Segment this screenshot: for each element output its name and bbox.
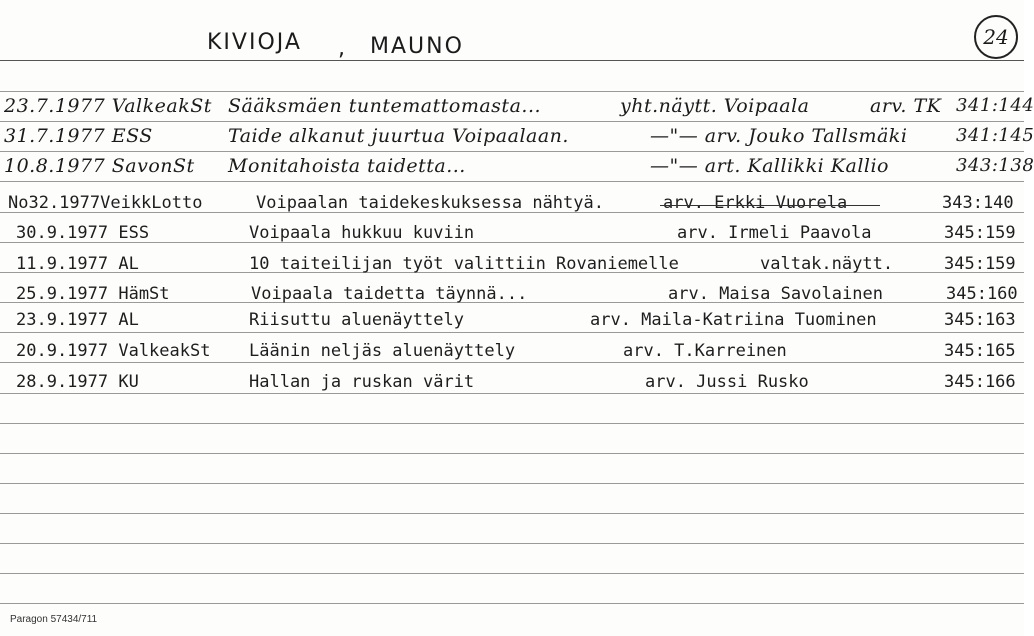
typed-row-date-source: 25.9.1977 HämSt (16, 284, 170, 304)
hw-row-reviewer: yht.näytt. Voipaala (620, 95, 810, 117)
typed-row-reviewer: arv. Maisa Savolainen (668, 284, 883, 304)
hw-row-role: arv. TK (870, 95, 942, 117)
hw-row-date-source: 10.8.1977 SavonSt (4, 155, 195, 177)
typed-row-reviewer: arv. Irmeli Paavola (677, 223, 872, 243)
row-rule (0, 332, 1024, 333)
name-separator: , (338, 36, 347, 61)
hw-row-ref: 341:144 (956, 95, 1034, 116)
row-rule (0, 423, 1024, 424)
typed-row-title: Riisuttu aluenäyttely (249, 310, 464, 330)
hw-row-ref: 343:138 (956, 155, 1034, 176)
row-rule (0, 543, 1024, 544)
row-rule (0, 393, 1024, 394)
typed-row-title: Läänin neljäs aluenäyttely (249, 341, 516, 361)
row-rule (0, 573, 1024, 574)
firstname: MAUNO (370, 34, 464, 59)
typed-row-ref: 345:166 (944, 372, 1016, 392)
typed-row-ref: 345:159 (944, 223, 1016, 243)
hw-row-title: Monitahoista taidetta... (228, 155, 466, 177)
typed-row-title: Voipaalan taidekeskuksessa nähtyä. (256, 193, 604, 213)
row-rule (0, 483, 1024, 484)
typed-row-ref: 343:140 (942, 193, 1014, 213)
surname: KIVIOJA (207, 30, 302, 55)
header-rule (0, 60, 1024, 61)
hw-row-title: Taide alkanut juurtua Voipaalaan. (228, 125, 569, 147)
hw-row-reviewer: —"— arv. Jouko Tallsmäki (650, 125, 908, 147)
typed-row-reviewer: arv. Jussi Rusko (645, 372, 809, 392)
typed-row-title: Voipaala hukkuu kuviin (249, 223, 475, 243)
row-rule (0, 121, 1024, 122)
hw-row-ref: 341:145 (956, 125, 1034, 146)
hw-row-date-source: 31.7.1977 ESS (4, 125, 153, 147)
typed-row-reviewer: arv. Erkki Vuorela (663, 193, 848, 213)
typed-row-ref: 345:160 (946, 284, 1018, 304)
typed-row-date-source: 23.9.1977 AL (16, 310, 139, 330)
card-number-badge: 24 (974, 15, 1018, 59)
typed-row-ref: 345:165 (944, 341, 1016, 361)
typed-row-date-source: 28.9.1977 KU (16, 372, 139, 392)
print-code: Paragon 57434/711 (10, 614, 98, 625)
typed-row-title: Hallan ja ruskan värit (249, 372, 475, 392)
typed-row-reviewer: valtak.näytt. (760, 254, 894, 274)
hw-row-title: Sääksmäen tuntemattomasta... (228, 95, 542, 117)
row-rule (0, 453, 1024, 454)
hw-row-date-source: 23.7.1977 ValkeakSt (4, 95, 212, 117)
typed-row-reviewer: arv. T.Karreinen (623, 341, 787, 361)
row-rule (0, 362, 1024, 363)
typed-row-date-source: 20.9.1977 ValkeakSt (16, 341, 211, 361)
typed-row-ref: 345:163 (944, 310, 1016, 330)
hw-row-reviewer: —"— art. Kallikki Kallio (650, 155, 889, 177)
typed-row-title: 10 taiteilijan työt valittiin Rovaniemelle (249, 254, 679, 274)
row-rule (0, 181, 1024, 182)
typed-row-date-source: 11.9.1977 AL (16, 254, 139, 274)
strikethrough-line (660, 205, 880, 206)
typed-row-reviewer: arv. Maila-Katriina Tuominen (590, 310, 877, 330)
typed-row-ref: 345:159 (944, 254, 1016, 274)
typed-row-date-source: 30.9.1977 ESS (16, 223, 150, 243)
row-rule (0, 91, 1024, 92)
typed-row-title: Voipaala taidetta täynnä... (251, 284, 528, 304)
row-rule (0, 603, 1024, 604)
row-rule (0, 151, 1024, 152)
typed-row-date-source: No32.1977VeikkLotto (8, 193, 203, 213)
row-rule (0, 513, 1024, 514)
